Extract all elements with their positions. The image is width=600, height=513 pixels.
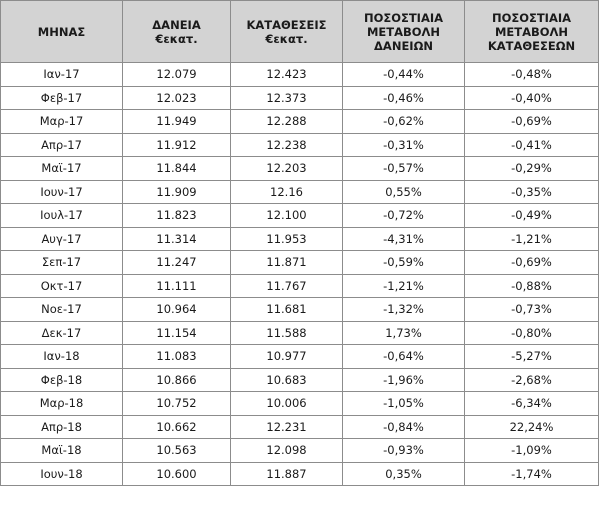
deposit-change-cell: -6,34% — [465, 392, 599, 416]
month-cell: Ιαν-18 — [1, 345, 123, 369]
header-deposits-line-1: ΚΑΤΑΘΕΣΕΙΣ — [246, 17, 327, 32]
month-cell: Νοε-17 — [1, 298, 123, 322]
table-row — [1, 415, 599, 439]
deposits-cell: 11.588 — [231, 321, 343, 345]
loans-cell: 11.314 — [123, 227, 231, 251]
loans-cell: 11.844 — [123, 157, 231, 181]
month-cell: Αυγ-17 — [1, 227, 123, 251]
table-row — [1, 180, 599, 204]
table-row — [1, 439, 599, 463]
loan-change-cell: -1,21% — [343, 274, 465, 298]
loans-cell: 10.600 — [123, 462, 231, 486]
deposits-cell: 12.16 — [231, 180, 343, 204]
loans-cell: 12.023 — [123, 86, 231, 110]
loans-cell: 11.909 — [123, 180, 231, 204]
deposits-cell: 12.100 — [231, 204, 343, 228]
loan-change-cell: -1,05% — [343, 392, 465, 416]
loans-cell: 11.949 — [123, 110, 231, 134]
deposit-change-cell: -5,27% — [465, 345, 599, 369]
loan-change-cell: -0,31% — [343, 133, 465, 157]
deposit-change-cell: -0,69% — [465, 251, 599, 275]
loan-change-cell: -1,32% — [343, 298, 465, 322]
month-cell: Ιουν-17 — [1, 180, 123, 204]
table-body — [1, 63, 599, 486]
month-cell: Φεβ-18 — [1, 368, 123, 392]
deposit-change-cell: -1,09% — [465, 439, 599, 463]
loans-cell: 10.752 — [123, 392, 231, 416]
loans-cell: 11.912 — [123, 133, 231, 157]
loans-cell: 10.662 — [123, 415, 231, 439]
deposits-cell: 12.373 — [231, 86, 343, 110]
table-row — [1, 298, 599, 322]
deposit-change-cell: -0,49% — [465, 204, 599, 228]
deposits-cell: 12.238 — [231, 133, 343, 157]
deposit-change-cell: -0,41% — [465, 133, 599, 157]
table-row — [1, 462, 599, 486]
table-header — [1, 1, 599, 63]
deposits-cell: 12.288 — [231, 110, 343, 134]
loan-change-cell: -0,72% — [343, 204, 465, 228]
month-cell: Οκτ-17 — [1, 274, 123, 298]
deposit-change-cell: -2,68% — [465, 368, 599, 392]
deposits-cell: 11.681 — [231, 298, 343, 322]
header-deposit-change — [465, 1, 599, 63]
loan-change-cell: 0,35% — [343, 462, 465, 486]
month-cell: Ιαν-17 — [1, 63, 123, 87]
table-row — [1, 110, 599, 134]
deposits-cell: 11.767 — [231, 274, 343, 298]
month-cell: Μαϊ-17 — [1, 157, 123, 181]
loans-cell: 11.111 — [123, 274, 231, 298]
deposit-change-cell: -0,40% — [465, 86, 599, 110]
loans-cell: 11.083 — [123, 345, 231, 369]
deposits-cell: 12.098 — [231, 439, 343, 463]
deposits-cell: 12.423 — [231, 63, 343, 87]
month-cell: Μαρ-17 — [1, 110, 123, 134]
loan-change-cell: -4,31% — [343, 227, 465, 251]
month-cell: Μαρ-18 — [1, 392, 123, 416]
deposit-change-cell: -0,35% — [465, 180, 599, 204]
header-deposit-change-line-1: ΠΟΣΟΣΤΙΑΙΑ — [491, 10, 572, 25]
loan-change-cell: 0,55% — [343, 180, 465, 204]
header-loan-change — [343, 1, 465, 63]
loan-change-cell: -0,84% — [343, 415, 465, 439]
loans-cell: 10.563 — [123, 439, 231, 463]
table-row — [1, 227, 599, 251]
header-row — [1, 1, 599, 63]
deposit-change-cell: -0,80% — [465, 321, 599, 345]
deposit-change-cell: 22,24% — [465, 415, 599, 439]
table-row — [1, 204, 599, 228]
header-deposit-change-line-2: ΜΕΤΑΒΟΛΗ — [494, 24, 569, 39]
table-row — [1, 321, 599, 345]
header-month — [1, 1, 123, 63]
table-row — [1, 368, 599, 392]
deposits-cell: 12.231 — [231, 415, 343, 439]
month-cell: Δεκ-17 — [1, 321, 123, 345]
table-row — [1, 133, 599, 157]
deposits-cell: 11.871 — [231, 251, 343, 275]
table-row — [1, 274, 599, 298]
table-row — [1, 63, 599, 87]
deposit-change-cell: -0,29% — [465, 157, 599, 181]
month-cell: Απρ-18 — [1, 415, 123, 439]
month-cell: Απρ-17 — [1, 133, 123, 157]
deposits-cell: 10.977 — [231, 345, 343, 369]
deposit-change-cell: -0,73% — [465, 298, 599, 322]
loan-change-cell: -1,96% — [343, 368, 465, 392]
loan-change-cell: 1,73% — [343, 321, 465, 345]
loan-change-cell: -0,64% — [343, 345, 465, 369]
table-row — [1, 251, 599, 275]
header-loans-line-1: ΔΑΝΕΙΑ — [152, 17, 201, 32]
loan-change-cell: -0,62% — [343, 110, 465, 134]
header-month-label: ΜΗΝΑΣ — [37, 24, 86, 39]
loans-cell: 10.866 — [123, 368, 231, 392]
loan-change-cell: -0,44% — [343, 63, 465, 87]
table-row — [1, 345, 599, 369]
loans-cell: 11.247 — [123, 251, 231, 275]
deposit-change-cell: -0,69% — [465, 110, 599, 134]
deposits-cell: 12.203 — [231, 157, 343, 181]
deposits-cell: 10.006 — [231, 392, 343, 416]
header-loans-line-2: €εκατ. — [155, 31, 198, 46]
month-cell: Μαϊ-18 — [1, 439, 123, 463]
loans-cell: 10.964 — [123, 298, 231, 322]
deposits-cell: 11.887 — [231, 462, 343, 486]
loan-change-cell: -0,59% — [343, 251, 465, 275]
header-deposits-line-2: €εκατ. — [265, 31, 308, 46]
header-loan-change-line-2: ΜΕΤΑΒΟΛΗ — [366, 24, 441, 39]
loan-change-cell: -0,46% — [343, 86, 465, 110]
deposit-change-cell: -0,48% — [465, 63, 599, 87]
table-row — [1, 392, 599, 416]
loan-change-cell: -0,93% — [343, 439, 465, 463]
table-row — [1, 157, 599, 181]
month-cell: Ιουλ-17 — [1, 204, 123, 228]
table-row — [1, 86, 599, 110]
header-deposit-change-line-3: ΚΑΤΑΘΕΣΕΩΝ — [487, 38, 576, 53]
deposit-change-cell: -1,74% — [465, 462, 599, 486]
loans-cell: 12.079 — [123, 63, 231, 87]
deposit-change-cell: -1,21% — [465, 227, 599, 251]
loans-cell: 11.154 — [123, 321, 231, 345]
month-cell: Φεβ-17 — [1, 86, 123, 110]
month-cell: Ιουν-18 — [1, 462, 123, 486]
deposits-cell: 11.953 — [231, 227, 343, 251]
header-loan-change-line-1: ΠΟΣΟΣΤΙΑΙΑ — [363, 10, 444, 25]
loans-cell: 11.823 — [123, 204, 231, 228]
header-deposits — [231, 1, 343, 63]
month-cell: Σεπ-17 — [1, 251, 123, 275]
loan-change-cell: -0,57% — [343, 157, 465, 181]
deposit-change-cell: -0,88% — [465, 274, 599, 298]
header-loan-change-line-3: ΔΑΝΕΙΩΝ — [374, 38, 433, 53]
header-loans — [123, 1, 231, 63]
deposits-cell: 10.683 — [231, 368, 343, 392]
